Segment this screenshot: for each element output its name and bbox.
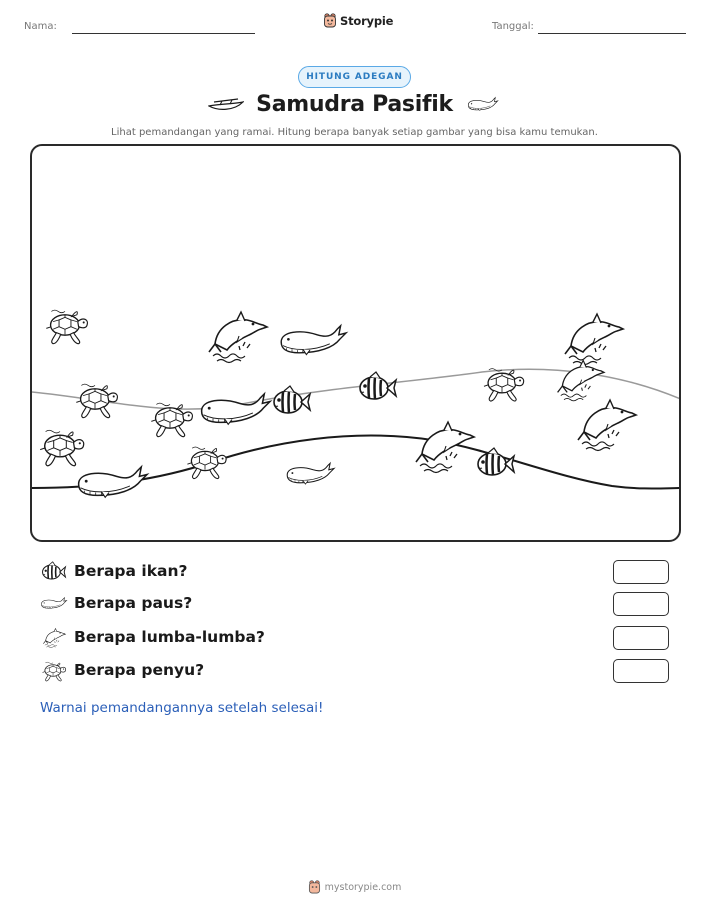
footer-url[interactable]: mystorypie.com (324, 881, 402, 893)
page-footer (0, 880, 709, 894)
ocean-scene (30, 144, 681, 542)
date-field[interactable] (538, 33, 686, 34)
question-text: Berapa paus? (74, 594, 193, 612)
title-row (0, 92, 709, 117)
instructions: Lihat pemandangan yang ramai. Hitung berapa banyak setiap gambar yang bisa kamu temukan. (111, 127, 598, 138)
question-text: Berapa lumba-lumba? (74, 628, 265, 646)
question-text: Berapa ikan? (74, 562, 188, 580)
fish-icon (360, 372, 396, 399)
brand-name: Storypie (340, 13, 394, 28)
fish-icon (40, 561, 68, 583)
brand-logo (323, 13, 393, 28)
turtle-icon (40, 430, 84, 466)
whale-icon (79, 467, 147, 497)
answer-box-whale[interactable] (613, 592, 669, 616)
storypie-logo-icon (323, 13, 337, 28)
whale-icon (287, 463, 334, 484)
turtle-icon (46, 310, 87, 344)
dolphin-icon (565, 314, 623, 365)
question-row-dolphin (40, 626, 670, 650)
dolphin-icon (558, 360, 604, 400)
question-row-whale (40, 592, 670, 616)
question-row-turtle (40, 659, 670, 683)
whale-icon (281, 326, 346, 355)
date-label: Tanggal: (492, 21, 534, 32)
activity-badge: HITUNG ADEGAN (298, 66, 411, 88)
name-field[interactable] (72, 33, 255, 34)
answer-box-dolphin[interactable] (613, 626, 669, 650)
whale-icon (202, 394, 270, 424)
question-text: Berapa penyu? (74, 661, 205, 679)
answer-box-fish[interactable] (613, 560, 669, 584)
whale-icon (40, 593, 68, 615)
coloring-instruction: Warnai pemandangannya setelah selesai! (40, 700, 324, 716)
page-title: Samudra Pasifik (256, 92, 453, 117)
fish-icon (274, 386, 310, 413)
storypie-logo-icon (308, 880, 321, 894)
answer-box-turtle[interactable] (613, 659, 669, 683)
dolphin-icon (209, 312, 267, 363)
dolphin-icon (40, 627, 68, 649)
question-row-fish (40, 560, 670, 584)
turtle-icon (76, 384, 117, 418)
scene-illustration (32, 146, 681, 542)
turtle-icon (484, 369, 524, 401)
turtle-icon (40, 660, 68, 682)
kayak-icon (208, 97, 244, 113)
whale-icon (465, 96, 501, 114)
dolphin-icon (578, 400, 636, 451)
turtle-icon (187, 447, 226, 479)
name-label: Nama: (24, 21, 57, 32)
